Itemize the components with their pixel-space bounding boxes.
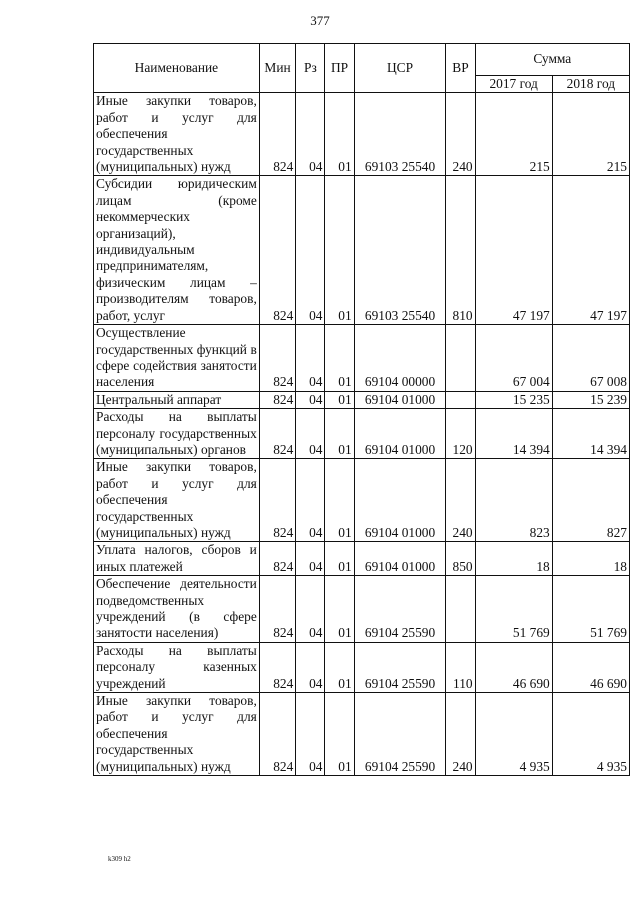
row-rz: 04 — [296, 542, 325, 576]
row-min: 824 — [259, 542, 295, 576]
header-year-2018: 2018 год — [552, 76, 629, 93]
row-sum-2018: 827 — [552, 459, 629, 542]
header-sum: Сумма — [475, 44, 629, 76]
row-sum-2018: 215 — [552, 93, 629, 176]
table-row — [94, 642, 630, 692]
row-min: 824 — [259, 693, 295, 776]
row-name: Иные закупки товаров, работ и услуг для обеспечения государственных (муниципальных) нужд — [94, 459, 260, 542]
row-sum-2017: 15 235 — [475, 391, 552, 408]
header-row — [94, 44, 630, 76]
row-min: 824 — [259, 93, 295, 176]
row-pr: 01 — [325, 576, 354, 643]
row-sum-2017: 46 690 — [475, 642, 552, 692]
row-csr: 69104 01000 — [354, 542, 446, 576]
row-sum-2017: 67 004 — [475, 325, 552, 392]
row-csr: 69104 01000 — [354, 409, 446, 459]
row-csr: 69104 25590 — [354, 576, 446, 643]
row-vr: 850 — [446, 542, 475, 576]
page-number: 377 — [310, 13, 330, 28]
table-row — [94, 325, 630, 392]
row-csr: 69103 25540 — [354, 176, 446, 325]
row-sum-2018: 18 — [552, 542, 629, 576]
row-vr: 810 — [446, 176, 475, 325]
row-name: Уплата налогов, сборов и иных платежей — [94, 542, 260, 576]
row-pr: 01 — [325, 693, 354, 776]
row-sum-2017: 4 935 — [475, 693, 552, 776]
row-pr: 01 — [325, 542, 354, 576]
row-vr: 240 — [446, 93, 475, 176]
row-pr: 01 — [325, 93, 354, 176]
row-sum-2018: 46 690 — [552, 642, 629, 692]
row-sum-2018: 15 239 — [552, 391, 629, 408]
table-row — [94, 391, 630, 408]
row-name: Расходы на выплаты персоналу государственных (муниципальных) органов — [94, 409, 260, 459]
row-sum-2017: 823 — [475, 459, 552, 542]
row-name: Иные закупки товаров, работ и услуг для обеспечения государственных (муниципальных) нужд — [94, 93, 260, 176]
row-vr: 110 — [446, 642, 475, 692]
row-name: Обеспечение деятельности подведомственных учреждений (в сфере занятости населения) — [94, 576, 260, 643]
table-row — [94, 576, 630, 643]
budget-table — [93, 43, 630, 776]
row-pr: 01 — [325, 391, 354, 408]
row-rz: 04 — [296, 176, 325, 325]
row-rz: 04 — [296, 409, 325, 459]
row-csr: 69103 25540 — [354, 93, 446, 176]
row-sum-2018: 51 769 — [552, 576, 629, 643]
header-name: Наименование — [94, 44, 260, 93]
row-rz: 04 — [296, 325, 325, 392]
header-csr: ЦСР — [354, 44, 446, 93]
row-min: 824 — [259, 642, 295, 692]
row-csr: 69104 25590 — [354, 693, 446, 776]
row-sum-2018: 67 008 — [552, 325, 629, 392]
row-vr — [446, 391, 475, 408]
header-year-2017: 2017 год — [475, 76, 552, 93]
row-csr: 69104 00000 — [354, 325, 446, 392]
row-min: 824 — [259, 391, 295, 408]
row-vr: 240 — [446, 459, 475, 542]
row-csr: 69104 25590 — [354, 642, 446, 692]
row-min: 824 — [259, 325, 295, 392]
row-sum-2017: 47 197 — [475, 176, 552, 325]
table-row — [94, 459, 630, 542]
row-name: Расходы на выплаты персоналу казенных учреждений — [94, 642, 260, 692]
row-pr: 01 — [325, 409, 354, 459]
row-rz: 04 — [296, 459, 325, 542]
row-sum-2018: 4 935 — [552, 693, 629, 776]
table-row — [94, 409, 630, 459]
row-pr: 01 — [325, 459, 354, 542]
row-sum-2017: 18 — [475, 542, 552, 576]
row-vr — [446, 325, 475, 392]
table-row — [94, 176, 630, 325]
row-name: Осуществление государственных функций в сфере содействия занятости населения — [94, 325, 260, 392]
row-csr: 69104 01000 — [354, 391, 446, 408]
header-rz: Рз — [296, 44, 325, 93]
row-sum-2018: 14 394 — [552, 409, 629, 459]
row-vr — [446, 576, 475, 643]
header-vr: ВР — [446, 44, 475, 93]
table-row — [94, 93, 630, 176]
header-min: Мин — [259, 44, 295, 93]
row-rz: 04 — [296, 93, 325, 176]
row-min: 824 — [259, 576, 295, 643]
row-name: Иные закупки товаров, работ и услуг для обеспечения государственных (муниципальных) нужд — [94, 693, 260, 776]
row-name: Субсидии юридическим лицам (кроме некоммерческих организаций), индивидуальным предпринимателям, физическим лицам – производителям товаров, работ, услуг — [94, 176, 260, 325]
footer-code: k309 h2 — [108, 855, 131, 863]
row-min: 824 — [259, 176, 295, 325]
row-sum-2017: 14 394 — [475, 409, 552, 459]
row-rz: 04 — [296, 642, 325, 692]
row-sum-2017: 51 769 — [475, 576, 552, 643]
row-pr: 01 — [325, 325, 354, 392]
row-pr: 01 — [325, 176, 354, 325]
table-row — [94, 542, 630, 576]
header-pr: ПР — [325, 44, 354, 93]
row-sum-2017: 215 — [475, 93, 552, 176]
row-pr: 01 — [325, 642, 354, 692]
row-vr: 120 — [446, 409, 475, 459]
row-vr: 240 — [446, 693, 475, 776]
row-rz: 04 — [296, 391, 325, 408]
row-rz: 04 — [296, 576, 325, 643]
row-sum-2018: 47 197 — [552, 176, 629, 325]
row-min: 824 — [259, 459, 295, 542]
table-body — [94, 93, 630, 776]
row-name: Центральный аппарат — [94, 391, 260, 408]
row-min: 824 — [259, 409, 295, 459]
row-csr: 69104 01000 — [354, 459, 446, 542]
row-rz: 04 — [296, 693, 325, 776]
table-row — [94, 693, 630, 776]
